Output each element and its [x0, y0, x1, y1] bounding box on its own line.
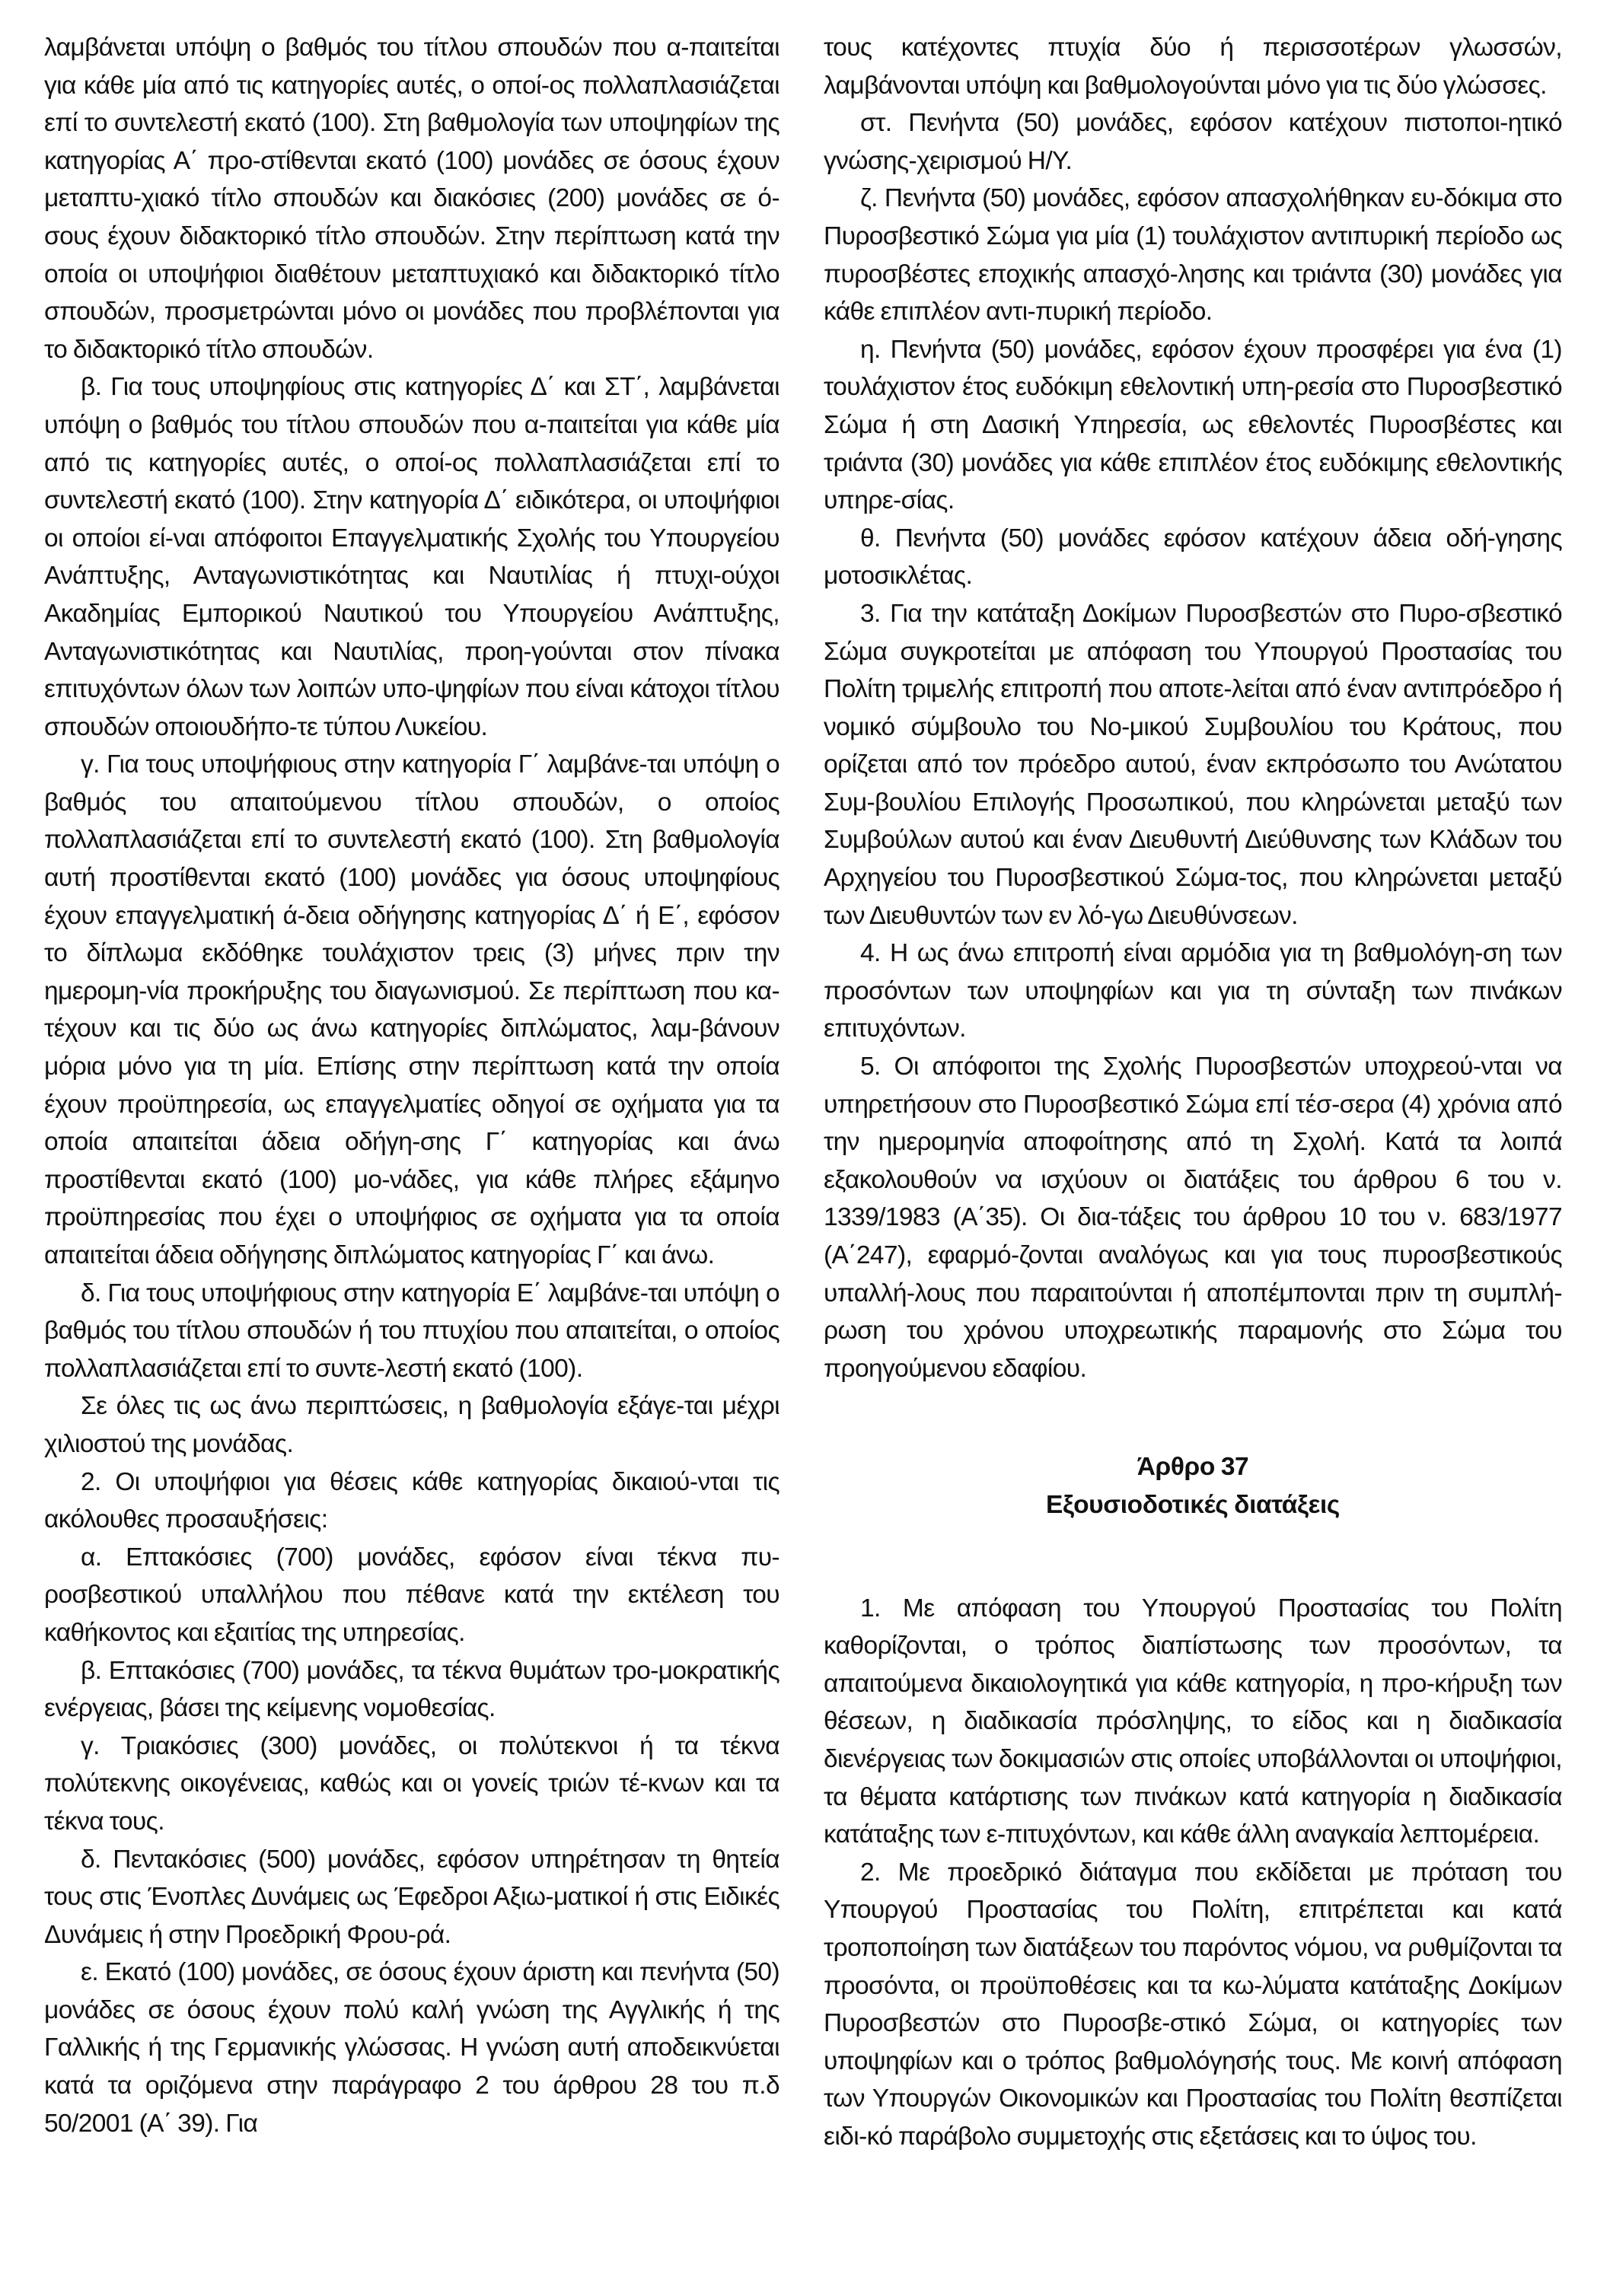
paragraph-2-zeta: ζ. Πενήντα (50) μονάδες, εφόσον απασχολήθηκαν ευ-δόκιμα στο Πυροσβεστικό Σώμα για μία (1) τουλάχιστον αντιπυρική περίοδο ως πυροσβέστες εποχικής απασχό-λησης και τριάντα (30) μονάδες για κάθε επιπλέον αντι-πυρική περίοδο.: [824, 184, 1562, 326]
paragraph-continuation: λαμβάνεται υπόψη ο βαθμός του τίτλου σπουδών που α-παιτείται για κάθε μία από τις κατηγορίες αυτές, ο οποί-ος πολλαπλασιάζεται επί το συντελεστή εκατό (100). Στη βαθμολογία των υποψηφίων της κατηγορίας Α΄ προ-στίθενται εκατό (100) μονάδες σε όσους έχουν μεταπτυ-χιακό τίτλο σπουδών και διακόσιες (200) μονάδες σε ό-σους έχουν διδακτορικό τίτλο σπουδών. Στην περίπτωση κατά την οποία οι υποψήφιοι διαθέτουν μεταπτυχιακό και διδακτορικό τίτλο σπουδών, προσμετρώνται μόνο οι μονάδες που προβλέπονται για το διδακτορικό τίτλο σπουδών.: [44, 33, 779, 364]
article-37-paragraph-2: 2. Με προεδρικό διάταγμα που εκδίδεται με πρόταση του Υπουργού Προστασίας του Πολίτη, επιτρέπεται και κατά τροποποίηση των διατάξεων του παρόντος νόμου, να ρυθμίζονται τα προσόντα, οι προϋποθέσεις και τα κω-λύματα κατάταξης Δοκίμων Πυροσβεστών στο Πυροσβε-στικό Σώμα, οι κατηγορίες των υποψηφίων και ο τρόπος βαθμολόγησής τους. Με κοινή απόφαση των Υπουργών Οικονομικών και Προστασίας του Πολίτη θεσπίζεται ειδι-κό παράβολο συμμετοχής στις εξετάσεις και το ύψος του.: [824, 1858, 1562, 2151]
paragraph-beta: β. Για τους υποψηφίους στις κατηγορίες Δ΄ και ΣΤ΄, λαμβάνεται υπόψη ο βαθμός του τίτλου σπουδών που α-παιτείται για κάθε μία από τις κατηγορίες αυτές, ο οποί-ος πολλαπλασιάζεται επί το συντελεστή εκατό (100). Στην κατηγορία Δ΄ ειδικότερα, οι υποψήφιοι οι οποίοι εί-ναι απόφοιτοι Επαγγελματικής Σχολής του Υπουργείου Ανάπτυξης, Ανταγωνιστικότητας και Ναυτιλίας ή πτυχι-ούχοι Ακαδημίας Εμπορικού Ναυτικού του Υπουργείου Ανάπτυξης, Ανταγωνιστικότητας και Ναυτιλίας, προη-γούνται στον πίνακα επιτυχόντων όλων των λοιπών υπο-ψηφίων που είναι κάτοχοι τίτλου σπουδών οποιουδήπο-τε τύπου Λυκείου.: [44, 373, 779, 741]
paragraph-2-eta: η. Πενήντα (50) μονάδες, εφόσον έχουν προσφέρει για ένα (1) τουλάχιστον έτος ευδόκιμη εθελοντική υπη-ρεσία στο Πυροσβεστικό Σώμα ή στη Δασική Υπηρεσία, ως εθελοντές Πυροσβέστες και τριάντα (30) μονάδες για κάθε επιπλέον έτος ευδόκιμης εθελοντικής υπηρε-σίας.: [824, 335, 1562, 515]
article-heading-block: [824, 1448, 1562, 1524]
left-column: [44, 29, 779, 2142]
paragraph-3: 3. Για την κατάταξη Δοκίμων Πυροσβεστών στο Πυρο-σβεστικό Σώμα συγκροτείται με απόφαση του Υπουργού Προστασίας του Πολίτη τριμελής επιτροπή που αποτε-λείται από έναν αντιπρόεδρο ή νομικό σύμβουλο του Νο-μικού Συμβουλίου του Κράτους, που ορίζεται από τον πρόεδρο αυτού, έναν εκπρόσωπο του Ανώτατου Συμ-βουλίου Επιλογής Προσωπικού, που κληρώνεται μεταξύ των Συμβούλων αυτού και έναν Διευθυντή Διεύθυνσης των Κλάδων του Αρχηγείου του Πυροσβεστικού Σώμα-τος, που κληρώνεται μεταξύ των Διευθυντών των εν λό-γω Διευθύνσεων.: [824, 599, 1562, 930]
paragraph-2-alpha: α. Επτακόσιες (700) μονάδες, εφόσον είναι τέκνα πυ-ροσβεστικού υπαλλήλου που πέθανε κατά την εκτέλεση του καθήκοντος και εξαιτίας της υπηρεσίας.: [44, 1543, 779, 1647]
paragraph-2-delta: δ. Πεντακόσιες (500) μονάδες, εφόσον υπηρέτησαν τη θητεία τους στις Ένοπλες Δυνάμεις ως Έφεδροι Αξιω-ματικοί ή στις Ειδικές Δυνάμεις ή στην Προεδρική Φρου-ρά.: [44, 1845, 779, 1949]
paragraph-delta: δ. Για τους υποψήφιους στην κατηγορία Ε΄ λαμβάνε-ται υπόψη ο βαθμός του τίτλου σπουδών ή του πτυχίου που απαιτείται, ο οποίος πολλαπλασιάζεται επί το συντε-λεστή εκατό (100).: [44, 1279, 779, 1383]
paragraph-2-epsilon: ε. Εκατό (100) μονάδες, σε όσους έχουν άριστη και πενήντα (50) μονάδες σε όσους έχουν πολύ καλή γνώση της Αγγλικής ή της Γαλλικής ή της Γερμανικής γλώσσας. Η γνώση αυτή αποδεικνύεται κατά τα οριζόμενα στην παράγραφο 2 του άρθρου 28 του π.δ 50/2001 (Α΄ 39). Για: [44, 1958, 779, 2138]
article-title: Εξουσιοδοτικές διατάξεις: [1046, 1490, 1340, 1519]
paragraph-gamma: γ. Για τους υποψήφιους στην κατηγορία Γ΄ λαμβάνε-ται υπόψη ο βαθμός του απαιτούμενου τίτλου σπουδών, ο οποίος πολλαπλασιάζεται επί το συντελεστή εκατό (100). Στη βαθμολογία αυτή προστίθενται εκατό (100) μονάδες για όσους υποψηφίους έχουν επαγγελματική ά-δεια οδήγησης κατηγορίας Δ΄ ή Ε΄, εφόσον το δίπλωμα εκδόθηκε τουλάχιστον τρεις (3) μήνες πριν την ημερομη-νία προκήρυξης του διαγωνισμού. Σε περίπτωση που κα-τέχουν και τις δύο ως άνω κατηγορίες διπλώματος, λαμ-βάνουν μόρια μόνο για τη μία. Επίσης στην περίπτωση κατά την οποία έχουν προϋπηρεσία, ως επαγγελματίες οδηγοί σε οχήματα για τα οποία απαιτείται άδεια οδήγη-σης Γ΄ κατηγορίας και άνω προστίθενται εκατό (100) μο-νάδες, για κάθε πλήρες εξάμηνο προϋπηρεσίας που έχει ο υποψήφιος σε οχήματα για τα οποία απαιτείται άδεια οδήγησης διπλώματος κατηγορίας Γ΄ και άνω.: [44, 750, 779, 1269]
paragraph-2: 2. Οι υποψήφιοι για θέσεις κάθε κατηγορίας δικαιού-νται τις ακόλουθες προσαυξήσεις:: [44, 1467, 779, 1534]
paragraph-2-theta: θ. Πενήντα (50) μονάδες εφόσον κατέχουν άδεια οδή-γησης μοτοσικλέτας.: [824, 524, 1562, 591]
article-number: Άρθρο 37: [1137, 1453, 1249, 1482]
paragraph-4: 4. Η ως άνω επιτροπή είναι αρμόδια για τη βαθμολόγη-ση των προσόντων των υποψηφίων και για τη σύνταξη των πινάκων επιτυχόντων.: [824, 939, 1562, 1043]
right-column: [824, 29, 1562, 2155]
paragraph-continuation: τους κατέχοντες πτυχία δύο ή περισσοτέρων γλωσσών, λαμβάνονται υπόψη και βαθμολογούνται μόνο για τις δύο γλώσσες.: [824, 33, 1562, 100]
paragraph-2-gamma: γ. Τριακόσιες (300) μονάδες, οι πολύτεκνοι ή τα τέκνα πολύτεκνης οικογένειας, καθώς και οι γονείς τριών τέ-κνων και τα τέκνα τους.: [44, 1731, 779, 1836]
paragraph-summary: Σε όλες τις ως άνω περιπτώσεις, η βαθμολογία εξάγε-ται μέχρι χιλιοστού της μονάδας.: [44, 1392, 779, 1458]
paragraph-2-st: στ. Πενήντα (50) μονάδες, εφόσον κατέχουν πιστοποι-ητικό γνώσης-χειρισμού Η/Υ.: [824, 109, 1562, 175]
article-37-paragraph-1: 1. Με απόφαση του Υπουργού Προστασίας του Πολίτη καθορίζονται, ο τρόπος διαπίστωσης των προσόντων, τα απαιτούμενα δικαιολογητικά για κάθε κατηγορία, η προ-κήρυξη των θέσεων, η διαδικασία πρόσληψης, το είδος και η διαδικασία διενέργειας των δοκιμασιών στις οποίες υποβάλλονται οι υποψήφιοι, τα θέματα κατάρτισης των πινάκων κατά κατηγορία η διαδικασία κατάταξης των ε-πιτυχόντων, και κάθε άλλη αναγκαία λεπτομέρεια.: [824, 1594, 1562, 1849]
paragraph-5: 5. Οι απόφοιτοι της Σχολής Πυροσβεστών υποχρεού-νται να υπηρετήσουν στο Πυροσβεστικό Σώμα επί τέσ-σερα (4) χρόνια από την ημερομηνία αποφοίτησης από τη Σχολή. Κατά τα λοιπά εξακολουθούν να ισχύουν οι διατάξεις του άρθρου 6 του ν. 1339/1983 (Α΄35). Οι δια-τάξεις του άρθρου 10 του ν. 683/1977 (Α΄247), εφαρμό-ζονται αναλόγως και για τους πυροσβεστικούς υπαλλή-λους που παραιτούνται ή αποπέμπονται πριν τη συμπλή-ρωση του χρόνου υποχρεωτικής παραμονής στο Σώμα του προηγούμενου εδαφίου.: [824, 1052, 1562, 1383]
paragraph-2-beta: β. Επτακόσιες (700) μονάδες, τα τέκνα θυμάτων τρο-μοκρατικής ενέργειας, βάσει της κείμενης νομοθεσίας.: [44, 1656, 779, 1723]
